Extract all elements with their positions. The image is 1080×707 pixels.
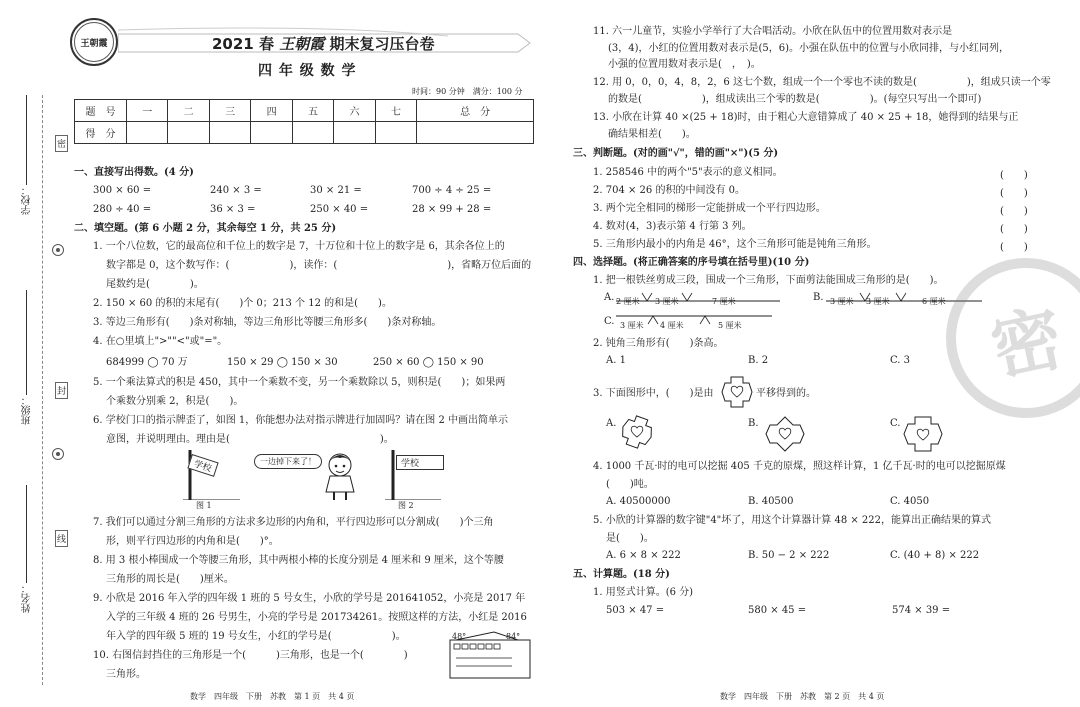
score-head: 二 (168, 100, 209, 122)
seal-label-3: 线 (55, 530, 68, 547)
segment-label: 3 厘米 (830, 297, 854, 306)
subject-title: 四 年 级 数 学 (258, 63, 357, 79)
s4-q1-option-a-label: A. (604, 292, 615, 303)
s4-q4-option: C. 4050 (890, 496, 930, 507)
s2-q10-line: 三角形。 (106, 669, 146, 680)
p2-q11-line: 11. 六一儿童节，实验小学举行了大合唱活动。小欣在队伍中的位置用数对表示是 (593, 26, 953, 37)
s2-q4-item: 684999 ◯ 70 万 (106, 357, 188, 368)
segment-label: 5 厘米 (718, 321, 742, 330)
straight-sign-board: 学校 (396, 455, 444, 470)
s4-q3-start: 3. 下面图形中，( )是由 (593, 388, 714, 399)
s3-answer-paren[interactable]: ( ) (1000, 224, 1028, 235)
punch-hole (52, 244, 64, 256)
s2-q9-line: 9. 小欣是 2016 年入学的四年级 1 班的 5 号女生，小欣的学号是 201641052，小亮是 2017 年 (93, 593, 526, 604)
figure-1-label: 图 1 (196, 501, 212, 510)
name-line[interactable] (26, 485, 27, 583)
brand-logo (70, 18, 118, 66)
figure-2-label: 图 2 (398, 501, 414, 510)
s4-q3-option: A. (606, 418, 617, 429)
score-cell[interactable] (168, 122, 209, 144)
footer-page-2: 数学 四年级 下册 苏教 第 2 页 共 4 页 (720, 692, 885, 701)
s2-q8-line: 三角形的周长是( )厘米。 (106, 574, 234, 585)
segment-label: 6 厘米 (922, 297, 946, 306)
segment-label: 3 厘米 (866, 297, 890, 306)
stamp-glyph: 密 (984, 295, 1070, 391)
score-table (74, 99, 534, 144)
s3-answer-paren[interactable]: ( ) (1000, 170, 1028, 181)
score-head: 七 (375, 100, 416, 122)
s4-q5-line: 5. 小欣的计算器的数字键"4"坏了，用这个计算器计算 48 × 222，能算出正确结果的算式 (593, 515, 992, 526)
seal-label-2: 封 (55, 382, 68, 399)
s4-q2: 2. 钝角三角形有( )条高。 (593, 338, 724, 349)
s2-q4-item: 250 × 60 ◯ 150 × 90 (373, 357, 484, 368)
exam-title (212, 33, 434, 54)
s4-q2-option: B. 2 (748, 355, 769, 366)
score-cell[interactable] (375, 122, 416, 144)
s4-q4-line: 4. 1000 千瓦·时的电可以挖掘 405 千克的原煤，照这样计算，1 亿千瓦·时的电可以挖掘原煤 (593, 461, 1006, 472)
s4-q3-option: B. (748, 418, 759, 429)
s4-q5-option: B. 50 − 2 × 222 (748, 550, 830, 561)
section-1-title: 一、直接写出得数。(4 分) (74, 167, 194, 178)
tilted-sign-board: 学校 (187, 454, 218, 477)
score-cell[interactable] (292, 122, 333, 144)
s4-q4-option: A. 40500000 (606, 496, 671, 507)
s4-q2-option: C. 3 (890, 355, 911, 366)
s4-q3-option: C. (890, 418, 901, 429)
s3-item: 1. 258546 中的两个"5"表示的意义相同。 (593, 167, 783, 178)
footer-page-1: 数学 四年级 下册 苏教 第 1 页 共 4 页 (190, 692, 355, 701)
segment-label: 3 厘米 (655, 297, 679, 306)
class-label: 班级： (22, 395, 33, 425)
score-head: 总 分 (417, 100, 534, 122)
s4-q5-option: A. 6 × 8 × 222 (606, 550, 681, 561)
s2-q9-line: 年入学的四年级 5 班的 19 号女生，小红的学号是( )。 (106, 631, 406, 642)
name-label: 姓名： (22, 583, 33, 613)
speech-bubble: 一边掉下来了！ (254, 454, 322, 469)
section-5-title: 五、计算题。(18 分) (573, 569, 670, 580)
angle-label-84: 84° (506, 632, 521, 641)
score-head: 五 (292, 100, 333, 122)
score-value-row (75, 122, 534, 144)
s2-q6-line: 意图，并说明理由。理由是( )。 (106, 434, 394, 445)
segment-label: 7 厘米 (712, 297, 736, 306)
s2-q4: 4. 在○里填上">""<"或"="。 (93, 336, 228, 347)
brand-logo-text: 王朝霞 (74, 22, 114, 62)
s1-item: 280 ÷ 40 = (93, 204, 152, 215)
section-2-title: 二、填空题。(第 6 小题 2 分，其余每空 1 分，共 25 分) (74, 223, 337, 234)
score-cell[interactable] (209, 122, 250, 144)
p2-q11-line: (3，4)，小红的位置用数对表示是(5，6)。小强在队伍中的位置与小欣同排，与小红同列， (608, 43, 1010, 54)
p2-q12-line: 12. 用 0，0，0，4，8，2，6 这七个数，组成一个一个零也不读的数是( )，组成只读一个零 (593, 77, 1051, 88)
section-4-title: 四、选择题。(将正确答案的序号填在括号里)(10 分) (573, 257, 810, 268)
s4-q4-option: B. 40500 (748, 496, 794, 507)
p2-q12-line: 的数是( )，组成读出三个零的数是( )。(每空只写出一个即可) (608, 94, 982, 105)
p2-q11-line: 小强的位置用数对表示是( ， )。 (608, 59, 761, 70)
binding-dashed-line (42, 95, 43, 685)
title-suffix: 期末复习压台卷 (329, 35, 435, 53)
s5-q1: 1. 用竖式计算。(6 分) (593, 587, 694, 598)
s5-item: 574 × 39 = (892, 605, 951, 616)
title-brand: 王朝霞 (279, 35, 325, 53)
s3-answer-paren[interactable]: ( ) (1000, 206, 1028, 217)
s2-q10-line: 10. 右图信封挡住的三角形是一个( )三角形，也是一个( ) (93, 650, 408, 661)
school-line[interactable] (26, 95, 27, 185)
s2-q1-line: 1. 一个八位数，它的最高位和千位上的数字是 7，十万位和十位上的数字是 6，其余各位上的 (93, 241, 505, 252)
score-head: 三 (209, 100, 250, 122)
score-head: 四 (251, 100, 292, 122)
s1-item: 250 × 40 = (310, 204, 369, 215)
s3-answer-paren[interactable]: ( ) (1000, 242, 1028, 253)
s4-q5-option: C. (40 + 8) × 222 (890, 550, 980, 561)
s2-q6-line: 6. 学校门口的指示牌歪了，如图 1，你能想办法对指示牌进行加固吗？请在图 2 中画出简单示 (93, 415, 508, 426)
s2-q5-line: 个乘数分别乘 2，积是( )。 (106, 396, 244, 407)
s3-item: 4. 数对(4，3)表示第 4 行第 3 列。 (593, 221, 752, 232)
s3-item: 3. 两个完全相同的梯形一定能拼成一个平行四边形。 (593, 203, 826, 214)
s2-q1-line: 数字都是 0，这个数写作：( )，读作：( )，省略万位后面的 (106, 260, 532, 271)
option-c-shape (902, 415, 944, 453)
score-header-row (75, 100, 534, 122)
s5-item: 580 × 45 = (748, 605, 807, 616)
s4-q1-option-c-label: C. (604, 316, 615, 327)
s3-item: 2. 704 × 26 的积的中间没有 0。 (593, 185, 745, 196)
score-head: 一 (127, 100, 168, 122)
s2-q1-line: 尾数约是( )。 (106, 279, 204, 290)
boy-illustration (318, 450, 364, 502)
time-score-meta: 时间：90 分钟 满分：100 分 (412, 87, 523, 96)
option-b-shape (764, 415, 806, 453)
s1-item: 36 × 3 = (210, 204, 256, 215)
s4-q1: 1. 把一根铁丝剪成三段，围成一个三角形，下面剪法能围成三角形的是( )。 (593, 275, 944, 286)
score-row-label: 得 分 (75, 122, 127, 144)
s1-item: 700 ÷ 4 ÷ 25 = (412, 185, 492, 196)
class-line[interactable] (26, 290, 27, 395)
score-cell[interactable] (334, 122, 375, 144)
s2-q2: 2. 150 × 60 的积的末尾有( )个 0；213 个 12 的和是( )。 (93, 298, 392, 309)
confidential-stamp (946, 258, 1080, 418)
s1-item: 240 × 3 = (210, 185, 262, 196)
s2-q7-line: 形，则平行四边形的内角和是( )°。 (106, 536, 279, 547)
score-head: 题 号 (75, 100, 127, 122)
p2-q13-line: 确结果相差( )。 (608, 129, 696, 140)
s2-q8-line: 8. 用 3 根小棒围成一个等腰三角形，其中两根小棒的长度分别是 4 厘米和 9 厘米，这个等腰 (93, 555, 504, 566)
s2-q5-line: 5. 一个乘法算式的积是 450，其中一个乘数不变，另一个乘数除以 5，则积是( )；如果两 (93, 377, 506, 388)
seal-label: 密 (55, 135, 68, 152)
option-a-shape (620, 415, 654, 449)
school-label: 学校： (22, 185, 33, 215)
segment-label: 2 厘米 (616, 297, 640, 306)
angle-label-48: 48° (452, 632, 467, 641)
s2-q9-line: 入学的三年级 4 班的 26 号男生，小亮的学号是 201734261。按照这样的方法，小红是 2016 (106, 612, 527, 623)
s3-answer-paren[interactable]: ( ) (1000, 188, 1028, 199)
s4-q3-end: 平移得到的。 (756, 388, 816, 399)
punch-hole (52, 448, 64, 460)
segment-label: 3 厘米 (620, 321, 644, 330)
s2-q4-item: 150 × 29 ◯ 150 × 30 (227, 357, 338, 368)
heart-tile-shape (720, 375, 754, 409)
s2-q3: 3. 等边三角形有( )条对称轴，等边三角形比等腰三角形多( )条对称轴。 (93, 317, 442, 328)
s4-q5-line: 是( )。 (606, 533, 654, 544)
s1-item: 300 × 60 = (93, 185, 152, 196)
p2-q13-line: 13. 小欣在计算 40 ×(25 + 18)时，由于粗心大意错算成了 40 × 25 + 18，她得到的结果与正 (593, 112, 1019, 123)
s5-item: 503 × 47 = (606, 605, 665, 616)
segment-label: 4 厘米 (660, 321, 684, 330)
score-head: 六 (334, 100, 375, 122)
s4-q4-line: ( )吨。 (606, 479, 654, 490)
score-cell[interactable] (417, 122, 534, 144)
s2-q7-line: 7. 我们可以通过分割三角形的方法求多边形的内角和，平行四边形可以分割成( )个三角 (93, 517, 494, 528)
s3-item: 5. 三角形内最小的内角是 46°，这个三角形可能是钝角三角形。 (593, 239, 877, 250)
score-cell[interactable] (251, 122, 292, 144)
section-3-title: 三、判断题。(对的画"√"，错的画"×")(5 分) (573, 148, 779, 159)
score-cell[interactable] (127, 122, 168, 144)
title-prefix: 2021 春 (212, 35, 274, 53)
s1-item: 30 × 21 = (310, 185, 362, 196)
s4-q2-option: A. 1 (606, 355, 626, 366)
s4-q1-option-b-label: B. (813, 292, 824, 303)
s1-item: 28 × 99 + 28 = (412, 204, 492, 215)
